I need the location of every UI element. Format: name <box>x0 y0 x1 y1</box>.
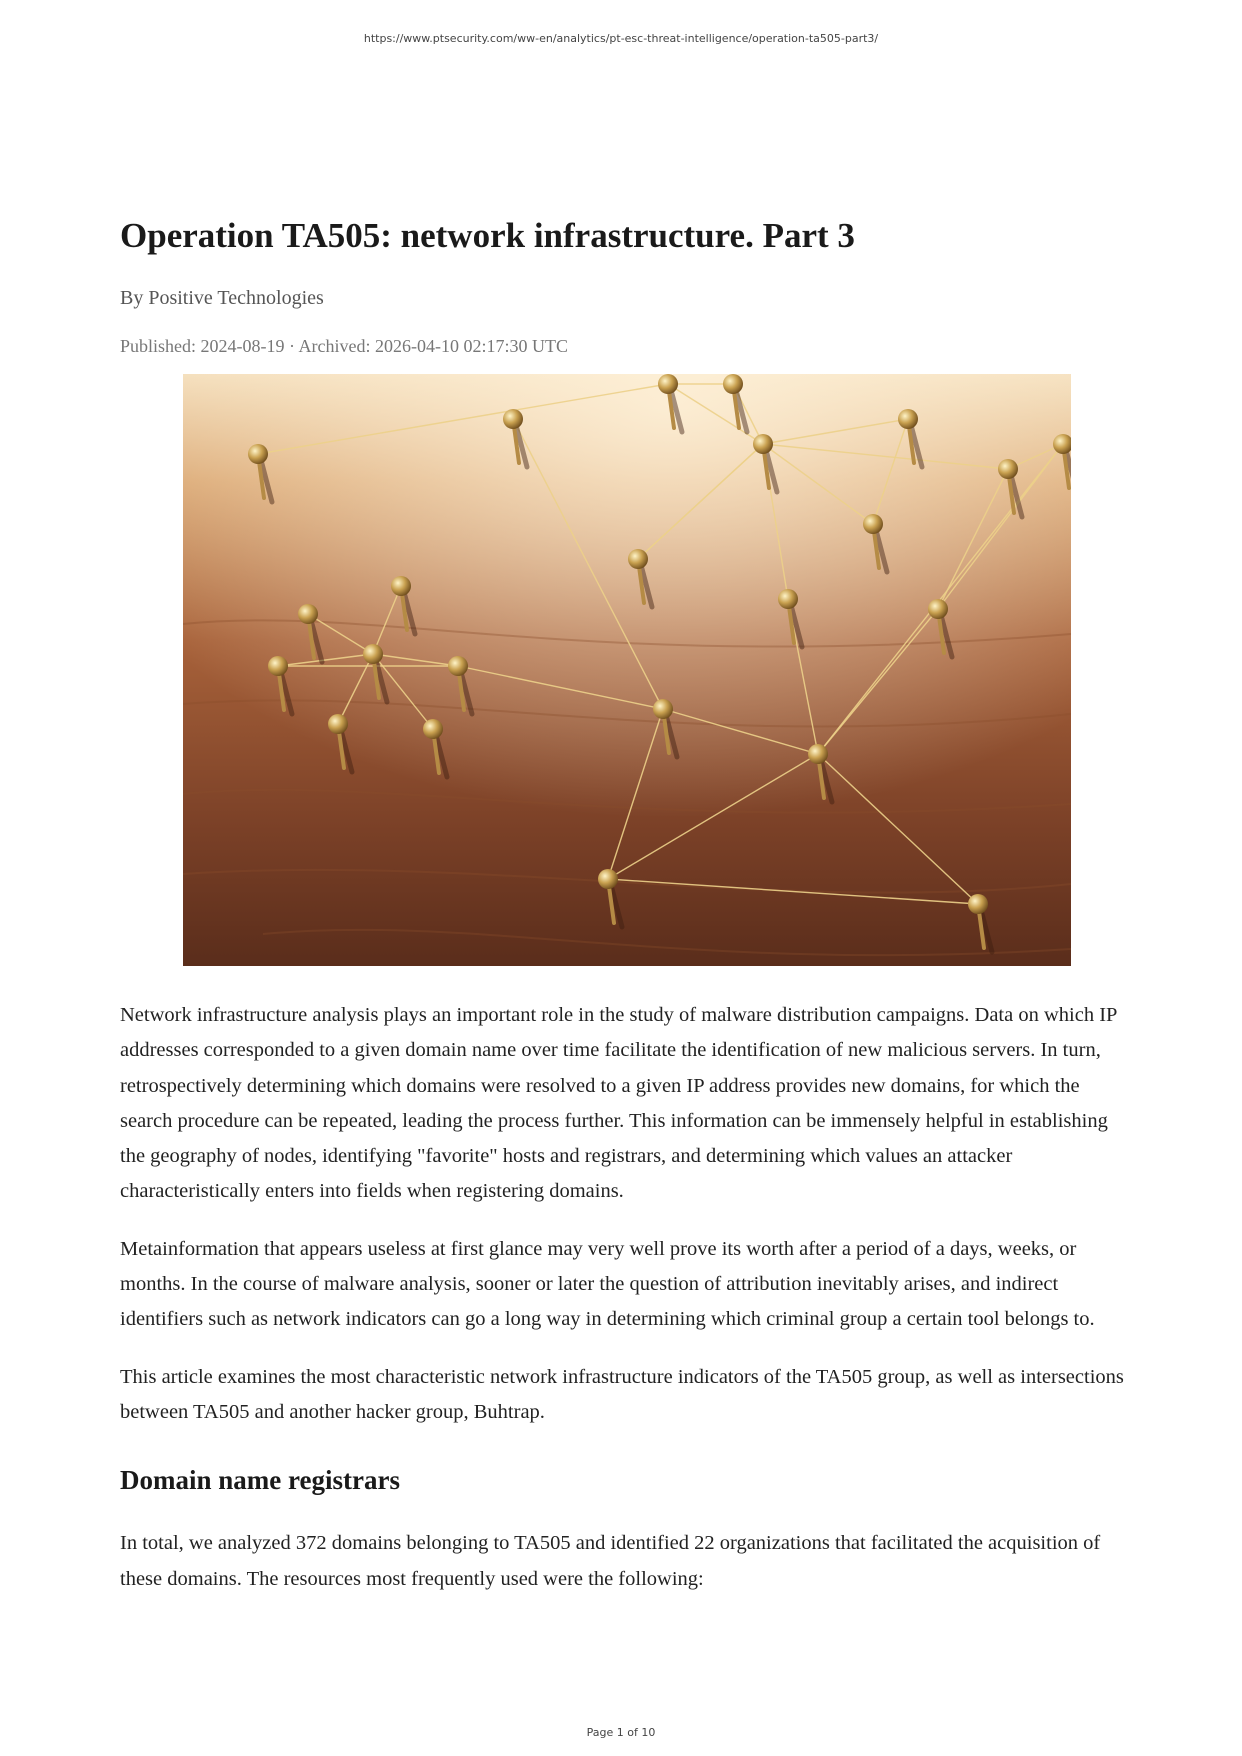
metainformation-paragraph: Metainformation that appears useless at first glance may very well prove its worth after a period of a days, weeks, or months. In the course of malware analysis, sooner or later the question of attribution inevitably arises, and indirect identifiers such as network indicators can go a long way in determining which criminal group a certain tool belongs to. <box>120 1237 1095 1331</box>
article <box>120 214 1130 1597</box>
article-title: Operation TA505: network infrastructure. Part 3 <box>120 216 855 255</box>
article-byline: By Positive Technologies <box>120 287 324 309</box>
section-heading-domain-registrars: Domain name registrars <box>120 1465 400 1496</box>
hero-image <box>183 374 1071 966</box>
registrars-paragraph: In total, we analyzed 372 domains belonging to TA505 and identified 22 organizations that facilitated the acquisition of these domains. The resources most frequently used were the following: <box>120 1532 1101 1590</box>
article-scope-paragraph: This article examines the most characteristic network infrastructure indicators of the TA505 group, as well as intersections between TA505 and another hacker group, Buhtrap. <box>120 1365 1124 1423</box>
page-number: Page 1 of 10 <box>586 1726 656 1739</box>
page-url[interactable]: https://www.ptsecurity.com/ww-en/analytics/pt-esc-threat-intelligence/operation-ta505-part3/ <box>363 32 879 45</box>
article-meta: Published: 2024-08-19 · Archived: 2026-04-10 02:17:30 UTC <box>120 336 568 356</box>
intro-paragraph: Network infrastructure analysis plays an important role in the study of malware distribution campaigns. Data on which IP addresses corresponded to a given domain name over time facilitate the identification of new malicious servers. In turn, retrospectively determining which domains were resolved to a given IP address provides new domains, for which the search procedure can be repeated, leading the process further. This information can be immensely helpful in establishing the geography of nodes, identifying "favorite" hosts and registrars, and determining which values an attacker characteristically enters into fields when registering domains. <box>120 1004 1117 1203</box>
